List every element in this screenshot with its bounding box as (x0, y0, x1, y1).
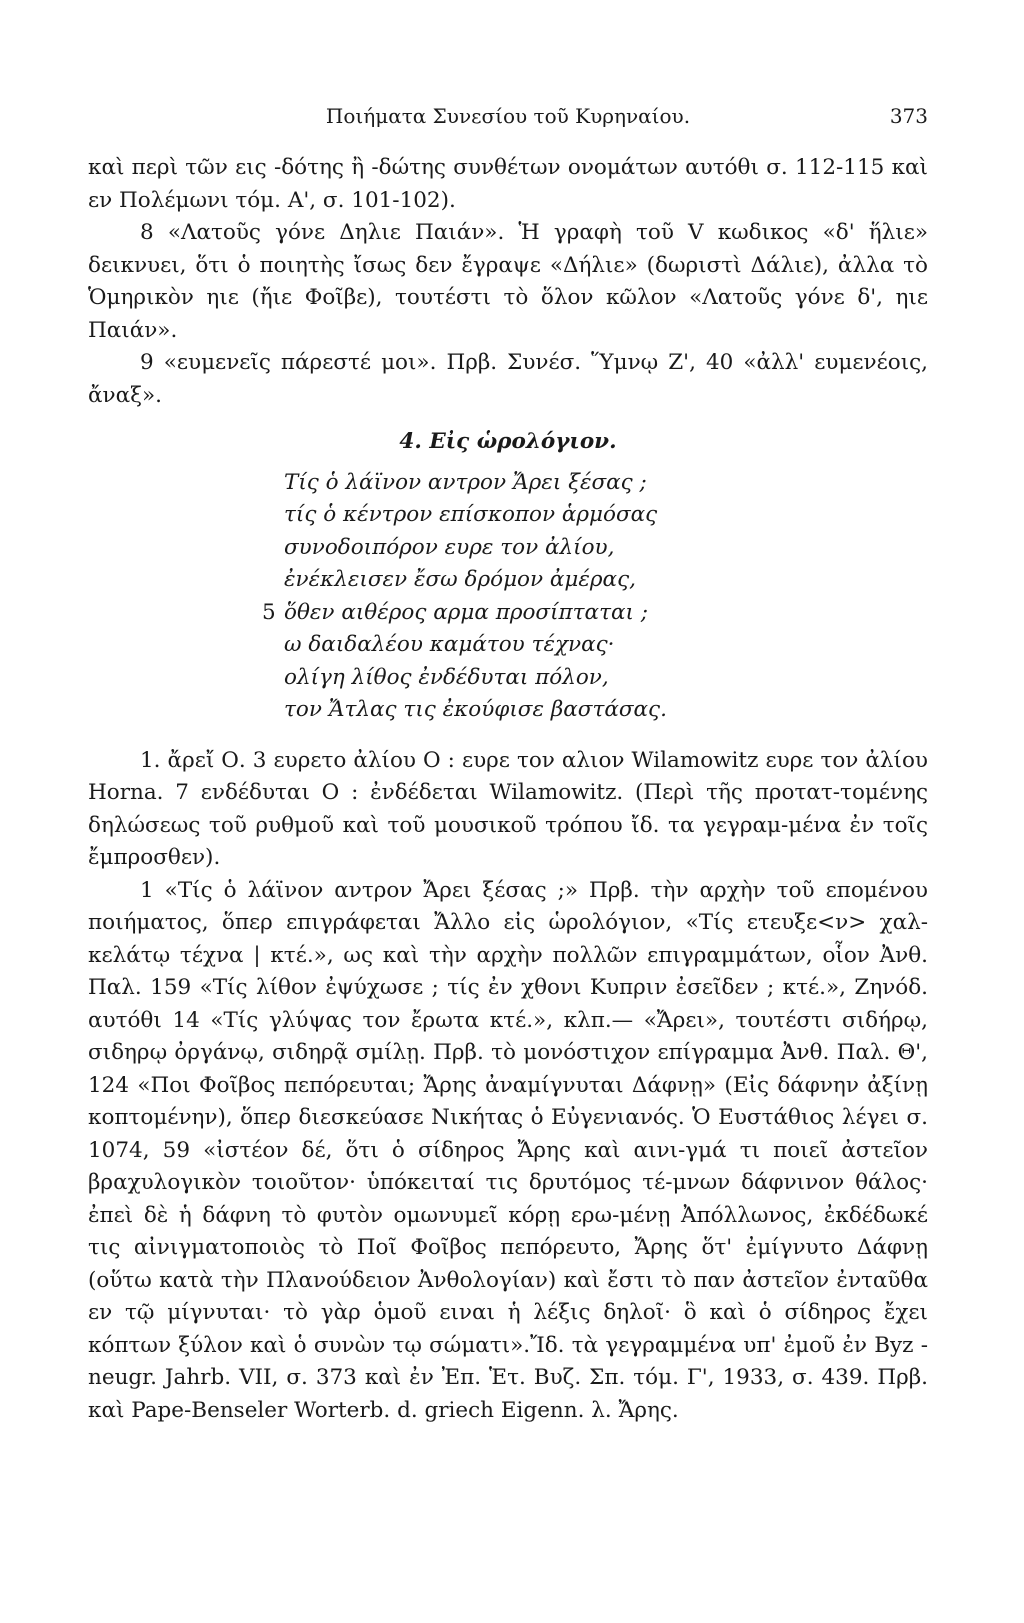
poem-line (284, 467, 928, 500)
poem-line (262, 597, 928, 630)
poem-line (284, 629, 928, 662)
commentary-paragraph: 1 «Τίς ὁ λάϊνον αντρον Ἄρει ξέσας ;» Πρβ. τὴν αρχὴν τοῦ επομένου ποιήματος, ὅπερ επιγράφεται Ἄλλο εἰς ὡρολόγιον, «Τίς ετευξε<ν> χαλ-κελάτῳ τέχνα | κτέ.», ως καὶ τὴν αρχὴν πολλῶν επιγραμμάτων, οἷον Ἀνθ. Παλ. 159 «Τίς λίθον ἐψύχωσε ; τίς ἐν χθονι Κυπριν ἐσεῖδεν ; κτέ.», Ζηνόδ. αυτόθι 14 «Τίς γλύψας τον ἔρωτα κτέ.», κλπ.— «Ἄρει», τουτέστι σιδήρῳ, σιδηρῳ ὀργάνῳ, σιδηρᾷ σμίλῃ. Πρβ. τὸ μονόστιχον επίγραμμα Ἀνθ. Παλ. Θ', 124 «Ποι Φοῖβος πεπόρευται; Ἄρης ἀναμίγνυται Δάφνῃ» (Εἰς δάφνην ἀξίνῃ κοπτομένην), ὅπερ διεσκεύασε Νικήτας ὁ Εὐγενιανός. Ὁ Ευστάθιος λέγει σ. 1074, 59 «ἰστέον δέ, ὅτι ὁ σίδηρος Ἄρης καὶ αινι-γμά τι ποιεῖ ἀστεῖον βραχυλογικὸν τοιοῦτον· ὑπόκειταί τις δρυτόμος τέ-μνων δάφνινον θάλος· ἐπεὶ δὲ ἡ δάφνη τὸ φυτὸν ομωνυμεῖ κόρῃ ερω-μένῃ Ἀπόλλωνος, ἐκδέδωκέ τις αἰνιγματοποιὸς τὸ Ποῖ Φοῖβος πεπόρευτο, Ἄρης ὅτ' ἐμίγνυτο Δάφνῃ (οὕτω κατὰ τὴν Πλανούδειον Ἀνθολογίαν) καὶ ἔστι τὸ παν ἀστεῖον ἐνταῦθα εν τῷ μίγνυται· τὸ γὰρ ὁμοῦ ειναι ἡ λέξις δηλοῖ· ὃ καὶ ὁ σίδηρος ἔχει κόπτων ξύλον καὶ ὁ συνὼν τῳ σώματι».Ἴδ. τὰ γεγραμμένα υπ' ἐμοῦ ἐν Byz -neugr. Jahrb. VII, σ. 373 καὶ ἐν Ἐπ. Ἑτ. Βυζ. Σπ. τόμ. Γ', 1933, σ. 439. Πρβ. καὶ Pape-Benseler Worterb. d. griech Eigenn. λ. Ἄρης. (88, 877, 928, 1423)
poem-line (284, 662, 928, 695)
poem-line-text: τον Ἄτλας τις ἐκούφισε βαστάσας. (284, 697, 667, 722)
poem-line (284, 694, 928, 727)
poem-line (284, 499, 928, 532)
apparatus-criticus: 1. ἄρεἴ Ο. 3 ευρετο ἀλίου Ο : ευρε τον αλιον Wilamowitz ευρε τον ἀλίου Horna. 7 ενδέδυται Ο : ἐνδέδεται Wilamowitz. (Περὶ τῆς προτατ-τομένης δηλώσεως τοῦ ρυθμοῦ καὶ τοῦ μουσικοῦ τρόπου ἴδ. τα γεγραμ-μένα ἐν τοῖς ἔμπροσθεν). (88, 747, 928, 870)
poem-line-text: Τίς ὁ λάϊνον αντρον Ἄρει ξέσας ; (284, 469, 647, 495)
poem-line-text: ὅθεν αιθέρος αρμα προσίπταται ; (284, 599, 648, 625)
intro-paragraph-3: 9 «ευμενεῖς πάρεστέ μοι». Πρβ. Συνέσ. Ὕμνῳ Ζ', 40 «ἀλλ' ευμενέοις, ἄναξ». (88, 350, 928, 408)
poem-line-text: ἐνέκλεισεν ἔσω δρόμον ἀμέρας, (284, 567, 636, 592)
poem-line (284, 564, 928, 597)
line-number: 5 (262, 599, 276, 625)
poem-line-text: τίς ὁ κέντρον επίσκοπον ἁρμόσας (284, 502, 658, 527)
poem-heading: 4. Εἰς ὡρολόγιον. (399, 429, 617, 454)
page-number: 373 (889, 104, 928, 128)
page-header (88, 100, 928, 134)
poem-line-text: ολίγη λίθος ἐνδέδυται πόλον, (284, 664, 609, 690)
poem-text (262, 467, 928, 727)
document-page (88, 100, 928, 1427)
poem-line-text: συνοδοιπόρον ευρε τον ἀλίου, (284, 534, 615, 560)
poem-line (284, 532, 928, 565)
intro-paragraph-2: 8 «Λατοῦς γόνε Δηλιε Παιάν». Ἡ γραφὴ τοῦ V κωδικος «δ' ἥλιε» δεικνυει, ὅτι ὁ ποιητὴς ἴσως δεν ἔγραψε «Δήλιε» (δωριστὶ Δάλιε), ἀλλα τὸ Ὁμηρικὸν ηιε (ἤιε Φοῖβε), τουτέστι τὸ ὅλον κῶλον «Λατοῦς γόνε δ', ηιε Παιάν». (88, 220, 928, 343)
intro-paragraph-1: καὶ περὶ τῶν εις -δότης ἢ -δώτης συνθέτων ονομάτων αυτόθι σ. 112-115 καὶ εν Πολέμωνι τόμ. Α', σ. 101-102). (88, 155, 928, 213)
poem-line-text: ω δαιδαλέου καμάτου τέχνας· (284, 632, 615, 657)
running-title: Ποιήματα Συνεσίου τοῦ Κυρηναίου. (325, 104, 691, 128)
commentary (88, 745, 928, 1428)
